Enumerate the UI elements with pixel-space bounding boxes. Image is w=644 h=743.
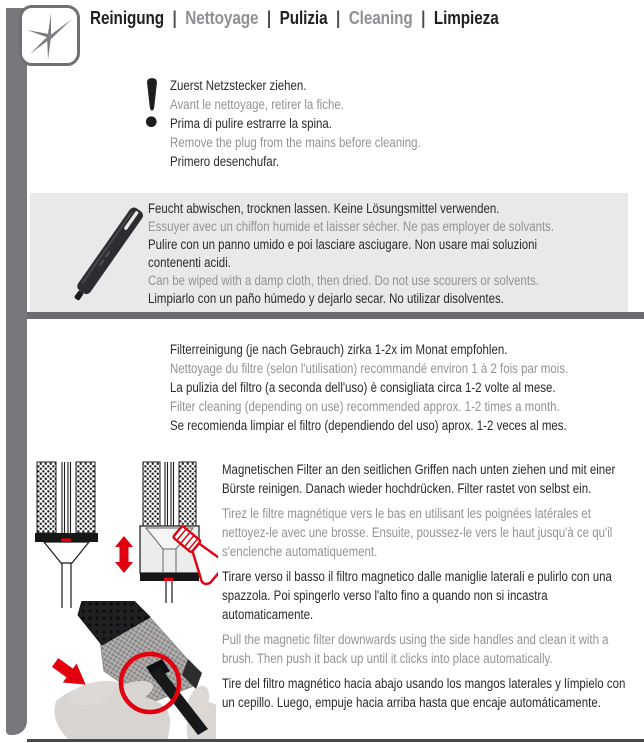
magnetic-filter-paragraph-de: Magnetischen Filter an den seitlichen Griffen nach unten ziehen und mit einer Bürste reinigen. Danach wieder hochdrücken. Filter rastet von selbst ein. xyxy=(222,462,616,496)
title-de: Reinigung xyxy=(90,8,165,28)
wipe-instructions xyxy=(148,200,624,308)
wipe-line-en: Can be wiped with a damp cloth, then dried. Do not use scourers or solvents. xyxy=(148,273,539,288)
magnetic-filter-paragraph-fr: Tirez le filtre magnétique vers le bas en utilisant les poignées latérales et nettoyez-le avec une brosse. Ensuite, poussez-le vers le haut jusqu'à ce qu'il s'enclenche automatiquement. xyxy=(222,506,613,559)
magnetic-filter-instructions xyxy=(222,460,640,718)
exclamation-icon xyxy=(144,77,160,129)
unplug-instructions xyxy=(170,76,644,171)
wipe-instruction-block xyxy=(30,193,628,313)
wipe-line-it-2: contenenti acidi. xyxy=(148,255,231,270)
wipe-line-es: Limpiarlo con un paño húmedo y dejarlo secar. No utilizar disolventes. xyxy=(148,291,504,306)
title-separator: | xyxy=(421,8,426,28)
unplug-line-es: Primero desenchufar. xyxy=(170,154,280,169)
frequency-line-fr: Nettoyage du filtre (selon l'utilisation) recommandé environ 1 à 2 fois par mois. xyxy=(170,361,569,376)
title-en: Cleaning xyxy=(348,8,413,28)
frequency-line-es: Se recomienda limpiar el filtro (dependiendo del uso) aprox. 1-2 veces al mes. xyxy=(170,418,567,433)
filter-cleaning-photo xyxy=(38,601,216,739)
magnetic-filter-paragraph-en: Pull the magnetic filter downwards using the side handles and clean it with a brush. Then push it back up until it clicks into place automatically. xyxy=(222,632,609,666)
title-fr: Nettoyage xyxy=(185,8,259,28)
unplug-line-de: Zuerst Netzstecker ziehen. xyxy=(170,78,307,93)
magnetic-filter-paragraph-it: Tirare verso il basso il filtro magnetico dalle maniglie laterali e pulirlo con una spazzola. Poi spingerlo verso l'alto fino a quando non si incastra automaticamente. xyxy=(222,569,612,622)
unplug-line-en: Remove the plug from the mains before cleaning. xyxy=(170,135,421,150)
unplug-line-it: Prima di pulire estrarre la spina. xyxy=(170,116,332,131)
frequency-line-it: La pulizia del filtro (a seconda dell'uso) è consigliata circa 1-2 volte al mese. xyxy=(170,380,556,395)
filter-diagram xyxy=(32,455,218,613)
magnetic-filter-paragraph-es: Tire del filtro magnético hacia abajo usando los mangos laterales y límpielo con un cepillo. Luego, empuje hacia arriba hasta que encaje automáticamente. xyxy=(222,676,626,710)
title-es: Limpieza xyxy=(433,8,499,28)
title-it: Pulizia xyxy=(279,8,328,28)
filter-frequency-instructions xyxy=(170,340,644,435)
unplug-line-fr: Avant le nettoyage, retirer la fiche. xyxy=(170,97,344,112)
title-separator: | xyxy=(336,8,341,28)
title-separator: | xyxy=(266,8,272,28)
wipe-line-it: Pulire con un panno umido e poi lasciare asciugare. Non usare mai soluzioni xyxy=(148,237,538,252)
page-bottom-rule xyxy=(27,739,644,742)
frequency-line-en: Filter cleaning (depending on use) recommended approx. 1-2 times a month. xyxy=(170,399,560,414)
wipe-line-fr: Essuyer avec un chiffon humide et laisser sécher. Ne pas employer de solvants. xyxy=(148,219,555,234)
filter-up-diagram xyxy=(35,462,98,608)
frequency-line-de: Filterreinigung (je nach Gebrauch) zirka 1-2x im Monat empfohlen. xyxy=(170,342,508,357)
wipe-line-de: Feucht abwischen, trocknen lassen. Keine Lösungsmittel verwenden. xyxy=(148,201,500,216)
title-separator: | xyxy=(172,8,177,28)
page-title xyxy=(90,8,499,29)
section-divider xyxy=(27,312,644,319)
starburst-icon xyxy=(23,9,77,63)
up-down-arrow-icon xyxy=(115,536,133,573)
left-margin-bar xyxy=(6,8,27,735)
chapter-icon-box xyxy=(19,5,80,66)
